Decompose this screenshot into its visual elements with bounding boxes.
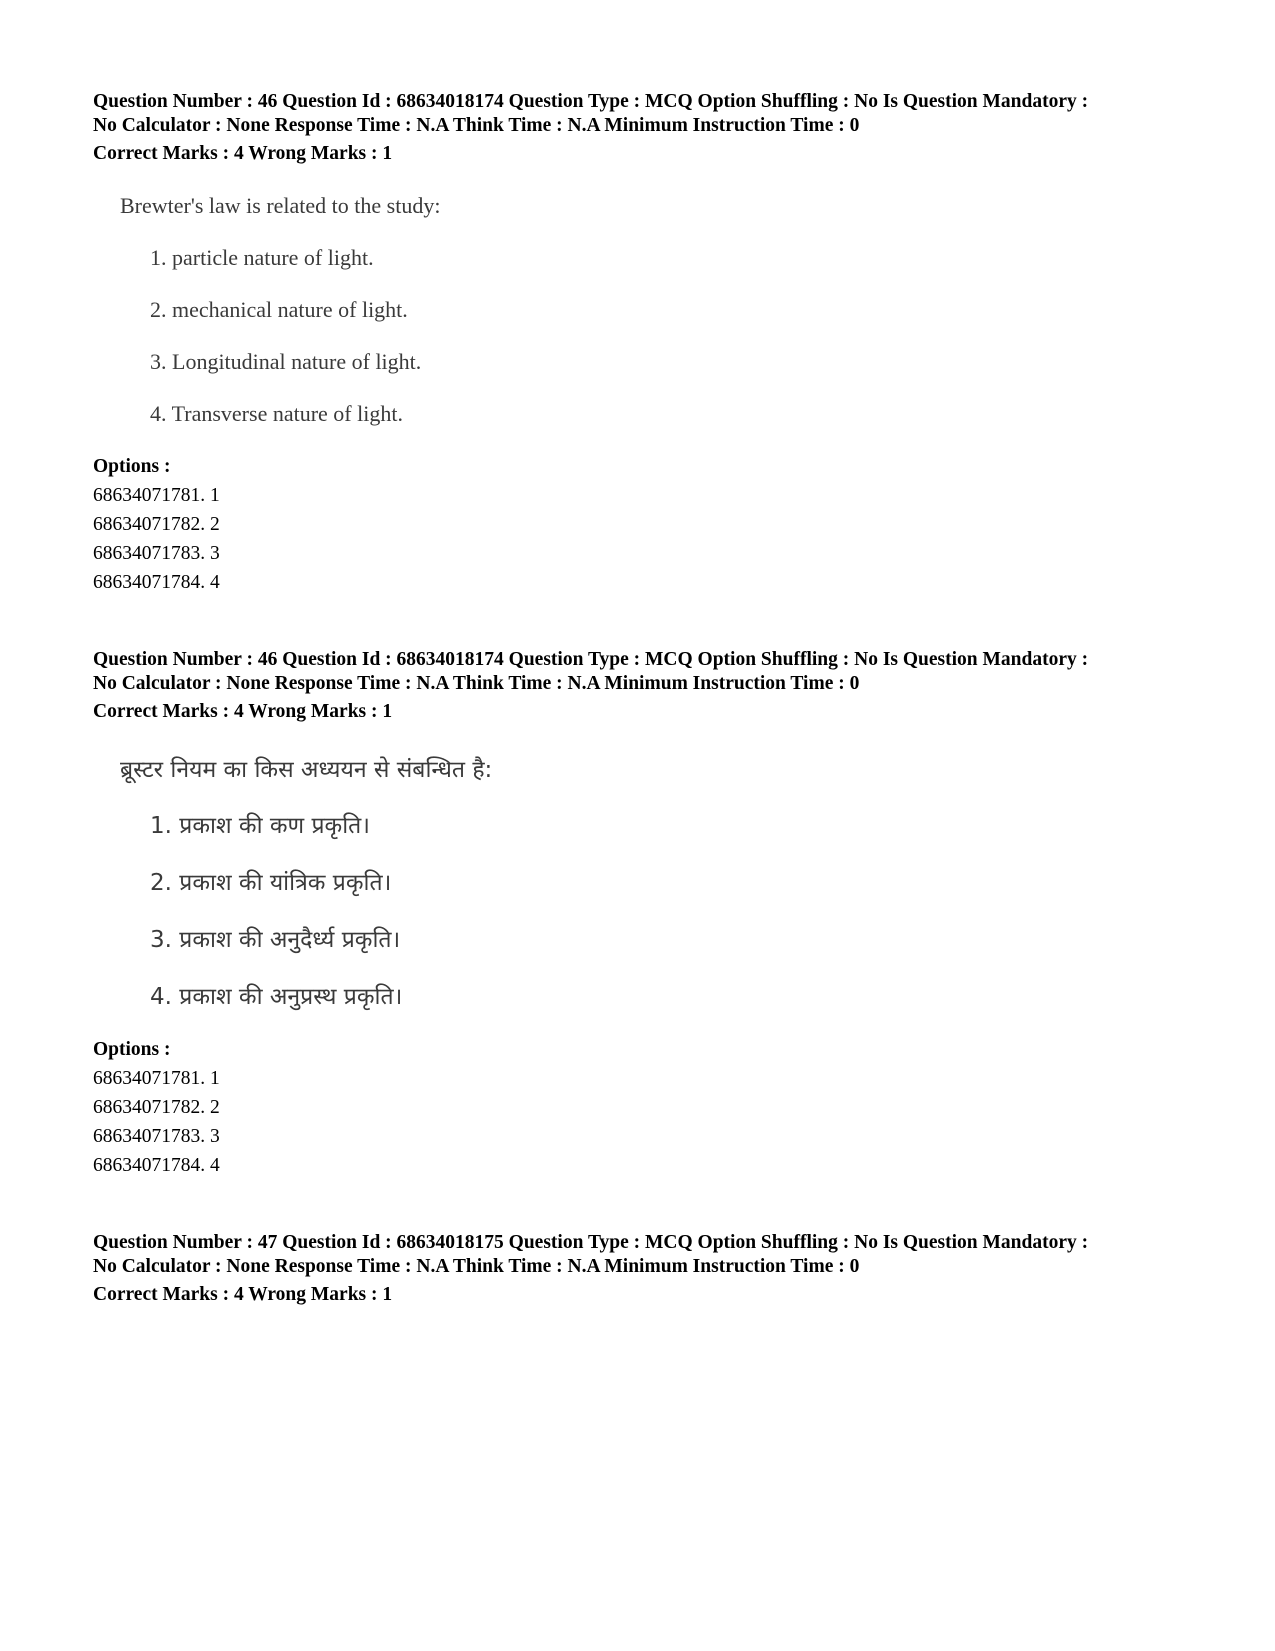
options-list [93, 1038, 1213, 1180]
option-item: 68634071784. 4 [93, 1155, 220, 1176]
question-meta-line: Question Number : 47 Question Id : 68634018175 Question Type : MCQ Option Shuffling : No Is Question Mandatory : [93, 1232, 1089, 1253]
options-label: Options : [93, 1039, 171, 1060]
question-body [120, 756, 493, 1010]
question-stem: Brewter's law is related to the study: [120, 193, 441, 218]
options-label: Options : [93, 456, 171, 477]
option-item: 68634071781. 1 [93, 485, 220, 506]
question-choice: 3. Longitudinal nature of light. [150, 349, 422, 374]
option-item: 68634071782. 2 [93, 514, 220, 535]
question-marks: Correct Marks : 4 Wrong Marks : 1 [93, 1284, 393, 1305]
question-meta-line: No Calculator : None Response Time : N.A Think Time : N.A Minimum Instruction Time : 0 [93, 1256, 860, 1277]
options-list [93, 455, 1213, 597]
question-meta-line: Question Number : 46 Question Id : 68634018174 Question Type : MCQ Option Shuffling : No Is Question Mandatory : [93, 649, 1089, 670]
question-body [120, 192, 441, 426]
option-item: 68634071783. 3 [93, 1126, 220, 1147]
question-choice: 1. प्रकाश की कण प्रकृति। [150, 813, 370, 839]
question-choice: 4. Transverse nature of light. [150, 401, 403, 426]
question-marks: Correct Marks : 4 Wrong Marks : 1 [93, 143, 393, 164]
question-choice: 4. प्रकाश की अनुप्रस्थ प्रकृति। [150, 984, 403, 1010]
option-item: 68634071782. 2 [93, 1097, 220, 1118]
question-choice: 1. particle nature of light. [150, 245, 374, 270]
option-item: 68634071784. 4 [93, 572, 220, 593]
question-marks: Correct Marks : 4 Wrong Marks : 1 [93, 701, 393, 722]
question-choice: 2. प्रकाश की यांत्रिक प्रकृति। [150, 870, 392, 896]
question-header [93, 1231, 1213, 1307]
question-meta-line: Question Number : 46 Question Id : 68634018174 Question Type : MCQ Option Shuffling : No Is Question Mandatory : [93, 91, 1089, 112]
question-choice: 2. mechanical nature of light. [150, 297, 408, 322]
question-choice: 3. प्रकाश की अनुदैर्ध्य प्रकृति। [150, 927, 401, 953]
option-item: 68634071781. 1 [93, 1068, 220, 1089]
question-meta-line: No Calculator : None Response Time : N.A Think Time : N.A Minimum Instruction Time : 0 [93, 673, 860, 694]
question-meta-line: No Calculator : None Response Time : N.A Think Time : N.A Minimum Instruction Time : 0 [93, 115, 860, 136]
question-header [93, 648, 1213, 724]
option-item: 68634071783. 3 [93, 543, 220, 564]
question-header [93, 90, 1213, 166]
question-stem: ब्रूस्टर नियम का किस अध्ययन से संबन्धित है: [120, 757, 493, 783]
